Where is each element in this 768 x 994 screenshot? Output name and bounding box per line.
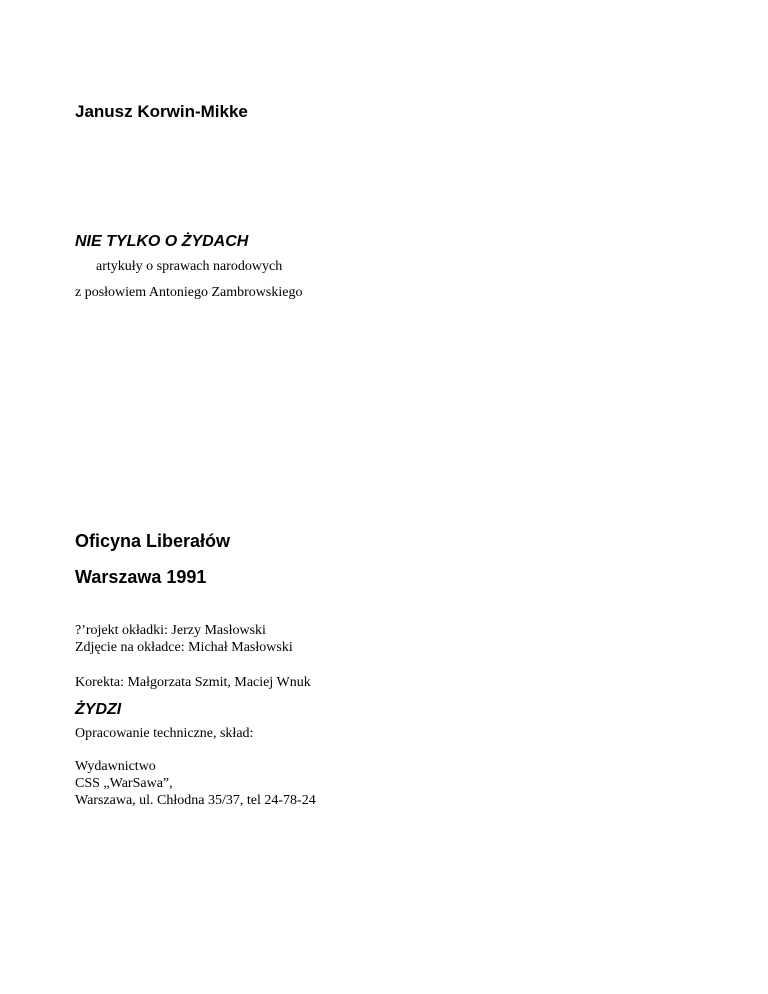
printer-line-company: CSS „WarSawa”, — [75, 776, 173, 791]
printer-line-publisher: Wydawnictwo — [75, 759, 156, 774]
technical-preparation-label: Opracowanie techniczne, skład: — [75, 726, 254, 741]
printer-line-address: Warszawa, ul. Chłodna 35/37, tel 24-78-24 — [75, 793, 316, 808]
book-subtitle: artykuły o sprawach narodowych — [96, 259, 283, 274]
cover-photo-credit: Zdjęcie na okładce: Michał Masłowski — [75, 640, 293, 655]
printer-details — [75, 758, 316, 809]
publisher-name: Oficyna Liberałów — [75, 531, 231, 551]
proofreading-credit: Korekta: Małgorzata Szmit, Maciej Wnuk — [75, 675, 311, 690]
afterword-note: z posłowiem Antoniego Zambrowskiego — [75, 285, 303, 300]
book-title: NIE TYLKO O ŻYDACH — [75, 233, 249, 250]
section-title: ŻYDZI — [75, 701, 122, 718]
author-name: Janusz Korwin-Mikke — [75, 102, 248, 121]
publication-city-year: Warszawa 1991 — [75, 567, 207, 587]
credits-block — [75, 622, 293, 656]
cover-design-credit: ?’rojekt okładki: Jerzy Masłowski — [75, 623, 266, 638]
